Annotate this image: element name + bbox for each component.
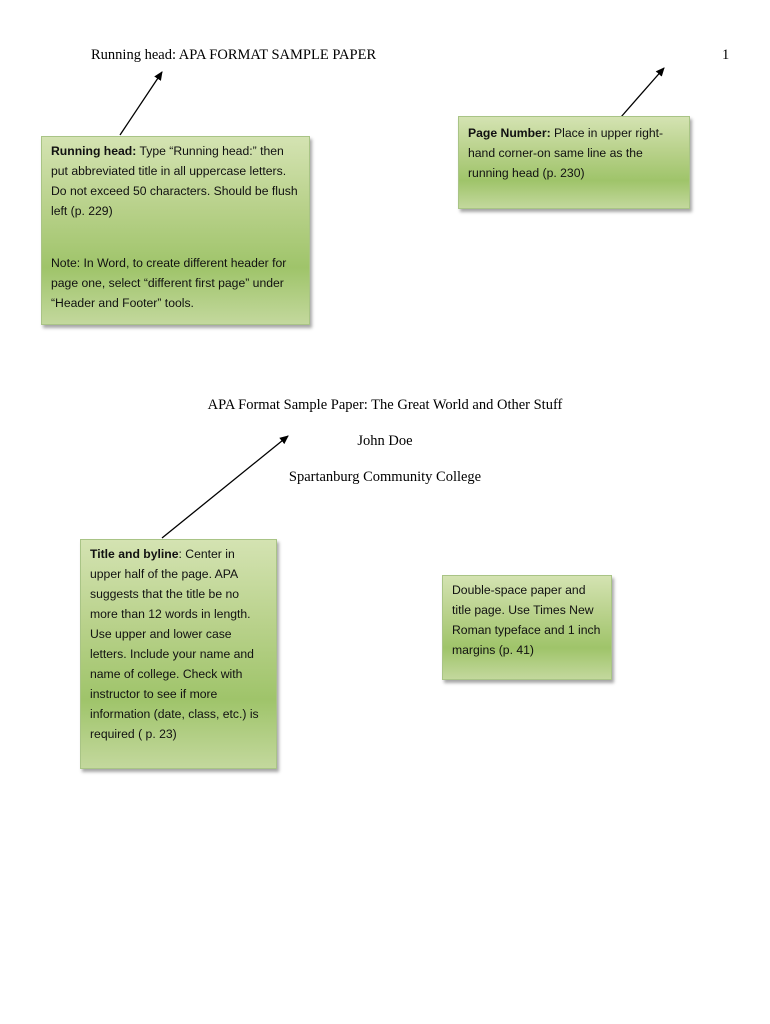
callout-label: Running head: [51, 144, 137, 158]
institution-name: Spartanburg Community College [288, 469, 482, 485]
title-arrow [162, 436, 288, 538]
page-number-arrow [621, 68, 664, 117]
callout-text: Double-space paper and title page. Use Times New Roman typeface and 1 inch margins (p. 41) [452, 583, 601, 657]
callout-note: Note: In Word, to create different header for page one, select “different first page” under “Header and Footer” tools. [51, 256, 287, 310]
callout-text: Place in upper right-hand corner-on same line as the running head (p. 230) [468, 126, 664, 180]
running-head: Running head: APA FORMAT SAMPLE PAPER [91, 47, 377, 63]
running-head-callout [41, 136, 310, 325]
callout-text: Type “Running head:” then put abbreviated title in all uppercase letters. Do not exceed 50 characters. Should be flush left (p. 229) [51, 144, 298, 218]
double-space-callout [442, 575, 612, 680]
callout-text: : Center in upper half of the page. APA suggests that the title be no more than 12 words in length. Use upper and lower case letters. Include your name and name of college. Check with instructor to see if more information (date, class, etc.) is required ( p. 23) [90, 547, 259, 741]
page-number-callout [458, 116, 690, 209]
running-head-arrow [120, 72, 162, 135]
page-number: 1 [722, 47, 730, 63]
callout-label: Page Number: [468, 126, 551, 140]
callout-label: Title and byline [90, 547, 179, 561]
title-byline-callout [80, 539, 277, 769]
paper-title: APA Format Sample Paper: The Great World and Other Stuff [207, 397, 563, 413]
author-name: John Doe [357, 433, 413, 449]
